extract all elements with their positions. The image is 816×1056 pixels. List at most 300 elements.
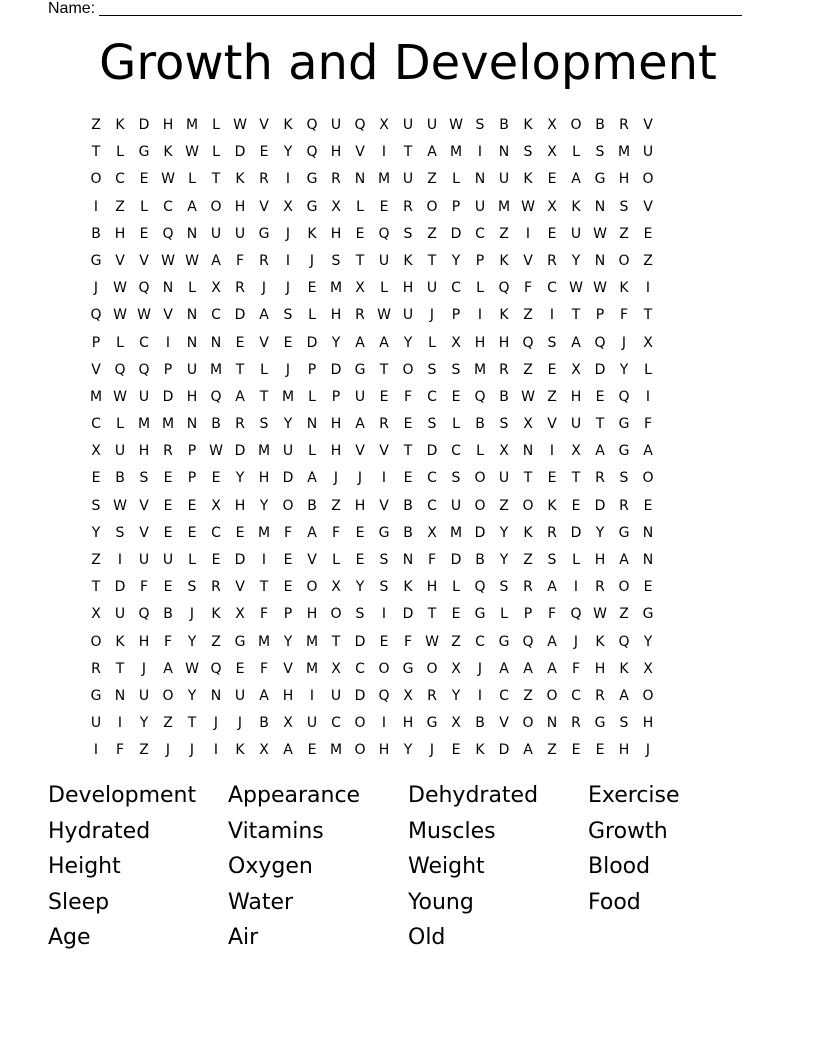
grid-letter: O	[474, 497, 486, 514]
grid-letter: T	[571, 470, 581, 487]
grid-letter: Y	[595, 524, 605, 541]
grid-letter: R	[619, 117, 629, 133]
grid-letter: Y	[139, 715, 149, 732]
grid-letter: Q	[474, 388, 486, 405]
grid-letter: L	[116, 334, 124, 351]
grid-letter: M	[257, 524, 271, 541]
grid-letter: E	[211, 552, 221, 568]
grid-row	[84, 357, 732, 384]
grid-letter: Q	[522, 633, 534, 650]
grid-letter: C	[427, 497, 437, 514]
grid-letter: O	[354, 742, 366, 759]
grid-letter: H	[234, 497, 246, 514]
grid-letter: W	[185, 144, 199, 161]
grid-letter: I	[645, 388, 651, 405]
grid-letter: G	[594, 171, 606, 188]
grid-letter: Z	[523, 361, 533, 378]
grid-letter: O	[642, 171, 654, 188]
grid-letter: S	[355, 606, 365, 623]
grid-letter: H	[330, 443, 342, 460]
grid-letter: E	[307, 280, 317, 297]
grid-letter: Q	[138, 280, 150, 297]
grid-letter: D	[306, 334, 318, 351]
grid-letter: U	[474, 198, 486, 215]
grid-letter: E	[451, 388, 461, 405]
grid-letter: O	[90, 633, 102, 650]
grid-letter: L	[308, 307, 316, 324]
word-list-item: Hydrated	[48, 818, 151, 844]
grid-letter: P	[91, 334, 101, 351]
grid-letter: T	[379, 361, 389, 378]
grid-letter: D	[474, 524, 486, 541]
grid-letter: K	[283, 117, 293, 133]
grid-letter: G	[258, 225, 270, 242]
grid-letter: J	[429, 742, 435, 759]
grid-letter: R	[595, 579, 605, 596]
grid-letter: E	[163, 497, 173, 514]
grid-letter: B	[307, 497, 317, 514]
grid-letter: Z	[499, 225, 509, 242]
grid-letter: P	[451, 198, 461, 215]
grid-letter: M	[305, 633, 319, 650]
grid-letter: F	[283, 524, 293, 541]
grid-row	[84, 737, 732, 764]
grid-letter: O	[642, 470, 654, 487]
grid-letter: J	[285, 361, 291, 378]
grid-letter: E	[187, 497, 197, 514]
grid-letter: U	[330, 117, 342, 133]
grid-letter: S	[619, 470, 629, 487]
grid-letter: O	[378, 660, 390, 677]
grid-letter: Z	[451, 633, 461, 650]
grid-letter: Q	[474, 579, 486, 596]
grid-letter: I	[525, 225, 531, 242]
grid-letter: M	[161, 416, 175, 433]
grid-letter: A	[235, 388, 245, 405]
grid-letter: D	[354, 687, 366, 704]
grid-letter: B	[211, 416, 221, 433]
grid-letter: L	[380, 280, 388, 297]
word-list-item: Growth	[588, 818, 668, 844]
grid-letter: X	[283, 198, 293, 215]
grid-letter: C	[139, 334, 149, 351]
grid-letter: A	[571, 334, 581, 351]
grid-letter: E	[571, 742, 581, 759]
grid-letter: N	[210, 334, 222, 351]
grid-letter: N	[642, 552, 654, 568]
grid-letter: D	[450, 552, 462, 568]
grid-letter: A	[307, 470, 317, 487]
grid-letter: J	[237, 715, 243, 732]
grid-letter: M	[497, 198, 511, 215]
grid-letter: H	[594, 660, 606, 677]
grid-letter: C	[211, 307, 221, 324]
grid-letter: T	[571, 307, 581, 324]
grid-letter: J	[333, 470, 339, 487]
grid-letter: A	[547, 660, 557, 677]
grid-letter: G	[474, 606, 486, 623]
grid-letter: J	[621, 334, 627, 351]
grid-letter: M	[449, 144, 463, 161]
grid-letter: O	[618, 252, 630, 269]
grid-letter: Z	[139, 742, 149, 759]
grid-letter: A	[355, 416, 365, 433]
grid-letter: Y	[619, 361, 629, 378]
grid-letter: L	[428, 334, 436, 351]
grid-letter: I	[285, 252, 291, 269]
grid-row	[84, 112, 732, 139]
grid-letter: I	[549, 443, 555, 460]
grid-letter: P	[475, 252, 485, 269]
grid-letter: V	[283, 660, 293, 677]
grid-letter: J	[189, 606, 195, 623]
grid-letter: H	[138, 443, 150, 460]
grid-letter: I	[93, 198, 99, 215]
grid-letter: Q	[618, 388, 630, 405]
grid-letter: F	[259, 606, 269, 623]
grid-letter: N	[522, 443, 534, 460]
grid-letter: U	[450, 497, 462, 514]
grid-letter: V	[379, 497, 389, 514]
grid-letter: C	[475, 225, 485, 242]
grid-letter: U	[114, 606, 126, 623]
grid-letter: S	[139, 470, 149, 487]
grid-letter: Y	[283, 144, 293, 161]
grid-letter: I	[261, 552, 267, 568]
grid-letter: Z	[619, 606, 629, 623]
grid-letter: T	[595, 416, 605, 433]
word-list-item: Age	[48, 925, 91, 951]
grid-row	[84, 194, 732, 221]
grid-letter: J	[189, 742, 195, 759]
grid-letter: B	[403, 524, 413, 541]
grid-letter: C	[571, 687, 581, 704]
grid-letter: O	[618, 579, 630, 596]
grid-letter: P	[187, 443, 197, 460]
grid-letter: U	[642, 144, 654, 161]
grid-letter: B	[475, 715, 485, 732]
grid-letter: B	[499, 117, 509, 133]
grid-letter: R	[547, 524, 557, 541]
grid-letter: Q	[114, 361, 126, 378]
grid-letter: M	[329, 280, 343, 297]
grid-letter: N	[642, 524, 654, 541]
grid-letter: E	[379, 633, 389, 650]
grid-letter: H	[618, 171, 630, 188]
grid-letter: U	[570, 225, 582, 242]
grid-letter: E	[91, 470, 101, 487]
grid-letter: F	[163, 633, 173, 650]
grid-letter: L	[476, 443, 484, 460]
grid-letter: Y	[403, 742, 413, 759]
grid-letter: N	[186, 225, 198, 242]
grid-letter: K	[307, 225, 317, 242]
grid-letter: C	[331, 715, 341, 732]
grid-letter: C	[91, 416, 101, 433]
grid-letter: G	[378, 524, 390, 541]
grid-letter: V	[355, 443, 365, 460]
grid-letter: M	[257, 443, 271, 460]
word-list-item: Blood	[588, 854, 651, 880]
grid-letter: Z	[427, 225, 437, 242]
grid-letter: I	[381, 715, 387, 732]
grid-letter: N	[114, 687, 126, 704]
grid-letter: Q	[618, 633, 630, 650]
grid-letter: H	[618, 742, 630, 759]
grid-letter: H	[234, 198, 246, 215]
grid-letter: W	[569, 280, 583, 297]
grid-letter: K	[235, 742, 245, 759]
grid-letter: E	[211, 470, 221, 487]
grid-letter: K	[619, 280, 629, 297]
grid-letter: X	[379, 117, 389, 133]
grid-letter: F	[523, 280, 533, 297]
grid-letter: G	[498, 633, 510, 650]
grid-letter: S	[451, 361, 461, 378]
grid-row	[84, 547, 732, 574]
grid-letter: R	[427, 687, 437, 704]
grid-letter: S	[499, 416, 509, 433]
grid-row	[84, 493, 732, 520]
grid-letter: A	[571, 171, 581, 188]
grid-letter: A	[283, 742, 293, 759]
grid-letter: Y	[403, 334, 413, 351]
grid-letter: Y	[331, 334, 341, 351]
grid-letter: E	[139, 225, 149, 242]
grid-letter: R	[235, 416, 245, 433]
grid-letter: S	[475, 117, 485, 133]
grid-letter: K	[235, 171, 245, 188]
grid-letter: F	[643, 416, 653, 433]
grid-letter: Y	[283, 416, 293, 433]
grid-letter: N	[402, 552, 414, 568]
grid-letter: V	[163, 307, 173, 324]
grid-letter: I	[213, 742, 219, 759]
grid-letter: K	[499, 252, 509, 269]
grid-letter: D	[114, 579, 126, 596]
grid-letter: Y	[283, 633, 293, 650]
word-list-row	[48, 920, 768, 956]
grid-letter: E	[259, 144, 269, 161]
grid-letter: D	[282, 470, 294, 487]
grid-letter: X	[331, 579, 341, 596]
grid-letter: S	[379, 552, 389, 568]
grid-letter: H	[402, 280, 414, 297]
grid-letter: B	[595, 117, 605, 133]
grid-letter: W	[113, 307, 127, 324]
grid-letter: Y	[187, 687, 197, 704]
grid-letter: K	[523, 171, 533, 188]
grid-letter: L	[500, 606, 508, 623]
grid-row	[84, 166, 732, 193]
grid-letter: Q	[306, 117, 318, 133]
grid-letter: W	[521, 388, 535, 405]
grid-letter: C	[163, 198, 173, 215]
grid-row	[84, 330, 732, 357]
word-list-row	[48, 885, 768, 921]
grid-letter: E	[235, 660, 245, 677]
grid-letter: W	[185, 252, 199, 269]
grid-letter: R	[523, 579, 533, 596]
grid-letter: F	[115, 742, 125, 759]
grid-letter: J	[285, 280, 291, 297]
grid-letter: T	[643, 307, 653, 324]
grid-letter: L	[572, 144, 580, 161]
grid-letter: E	[307, 742, 317, 759]
word-list-item: Appearance	[228, 783, 361, 808]
grid-letter: U	[282, 443, 294, 460]
grid-letter: S	[547, 334, 557, 351]
grid-letter: G	[90, 252, 102, 269]
grid-letter: K	[115, 633, 125, 650]
grid-letter: V	[643, 117, 653, 133]
grid-letter: E	[643, 225, 653, 242]
grid-letter: E	[379, 388, 389, 405]
grid-letter: V	[307, 552, 317, 568]
grid-letter: M	[185, 117, 199, 133]
grid-letter: V	[379, 443, 389, 460]
grid-letter: N	[498, 144, 510, 161]
grid-letter: O	[426, 198, 438, 215]
grid-letter: K	[499, 307, 509, 324]
grid-letter: I	[573, 579, 579, 596]
grid-letter: W	[593, 225, 607, 242]
grid-letter: E	[163, 470, 173, 487]
grid-letter: N	[186, 334, 198, 351]
grid-letter: B	[259, 715, 269, 732]
page-title: Growth and Development	[99, 35, 717, 91]
grid-letter: Z	[163, 715, 173, 732]
grid-letter: E	[547, 225, 557, 242]
grid-letter: R	[595, 687, 605, 704]
grid-letter: D	[594, 497, 606, 514]
grid-letter: U	[234, 687, 246, 704]
grid-letter: T	[187, 715, 197, 732]
grid-letter: T	[91, 144, 101, 161]
grid-letter: S	[427, 361, 437, 378]
grid-letter: I	[117, 552, 123, 568]
grid-letter: V	[355, 144, 365, 161]
grid-letter: E	[283, 334, 293, 351]
grid-letter: X	[499, 443, 509, 460]
grid-letter: F	[571, 660, 581, 677]
grid-letter: R	[571, 715, 581, 732]
grid-letter: B	[115, 470, 125, 487]
grid-letter: X	[331, 198, 341, 215]
grid-letter: A	[523, 660, 533, 677]
grid-letter: Z	[523, 552, 533, 568]
grid-letter: E	[163, 579, 173, 596]
grid-letter: Z	[643, 252, 653, 269]
grid-letter: P	[283, 606, 293, 623]
grid-letter: M	[449, 524, 463, 541]
grid-letter: E	[283, 552, 293, 568]
grid-letter: R	[499, 361, 509, 378]
grid-letter: A	[619, 552, 629, 568]
grid-letter: R	[211, 579, 221, 596]
grid-letter: Q	[138, 361, 150, 378]
grid-letter: G	[594, 715, 606, 732]
grid-letter: D	[498, 742, 510, 759]
grid-letter: W	[449, 117, 463, 133]
grid-row	[84, 302, 732, 329]
grid-letter: G	[618, 416, 630, 433]
grid-letter: G	[90, 687, 102, 704]
grid-letter: E	[235, 334, 245, 351]
grid-letter: L	[260, 361, 268, 378]
grid-letter: G	[234, 633, 246, 650]
grid-letter: K	[523, 117, 533, 133]
grid-letter: E	[595, 742, 605, 759]
grid-letter: G	[642, 606, 654, 623]
grid-letter: Y	[499, 552, 509, 568]
grid-letter: D	[234, 144, 246, 161]
grid-letter: O	[402, 361, 414, 378]
grid-letter: L	[476, 280, 484, 297]
grid-letter: X	[451, 334, 461, 351]
grid-letter: V	[259, 334, 269, 351]
grid-letter: I	[477, 144, 483, 161]
grid-letter: J	[213, 715, 219, 732]
grid-letter: U	[114, 443, 126, 460]
grid-letter: J	[429, 307, 435, 324]
grid-letter: G	[426, 715, 438, 732]
grid-letter: U	[186, 361, 198, 378]
grid-letter: E	[451, 742, 461, 759]
grid-letter: I	[285, 171, 291, 188]
grid-letter: W	[161, 252, 175, 269]
grid-letter: K	[403, 252, 413, 269]
grid-letter: M	[209, 361, 223, 378]
grid-letter: C	[499, 687, 509, 704]
grid-letter: E	[595, 388, 605, 405]
grid-letter: A	[427, 144, 437, 161]
grid-letter: N	[162, 280, 174, 297]
grid-letter: Z	[547, 742, 557, 759]
grid-letter: G	[306, 171, 318, 188]
grid-row	[84, 710, 732, 737]
grid-letter: F	[331, 524, 341, 541]
grid-letter: V	[547, 416, 557, 433]
grid-letter: D	[234, 307, 246, 324]
grid-letter: W	[161, 171, 175, 188]
grid-letter: M	[305, 660, 319, 677]
grid-letter: L	[452, 416, 460, 433]
grid-letter: I	[477, 687, 483, 704]
grid-letter: W	[137, 307, 151, 324]
grid-letter: P	[307, 361, 317, 378]
grid-letter: A	[619, 687, 629, 704]
word-list-item: Exercise	[588, 783, 680, 808]
grid-letter: R	[595, 470, 605, 487]
grid-letter: J	[573, 633, 579, 650]
grid-letter: H	[426, 579, 438, 596]
grid-row	[84, 275, 732, 302]
word-list-item: Muscles	[408, 818, 496, 844]
grid-letter: W	[185, 660, 199, 677]
grid-letter: L	[188, 280, 196, 297]
grid-letter: U	[330, 687, 342, 704]
grid-letter: N	[594, 252, 606, 269]
grid-letter: O	[354, 715, 366, 732]
grid-letter: C	[427, 388, 437, 405]
grid-row	[84, 520, 732, 547]
grid-letter: I	[477, 307, 483, 324]
grid-letter: X	[547, 198, 557, 215]
grid-letter: E	[235, 524, 245, 541]
grid-letter: K	[403, 579, 413, 596]
grid-letter: H	[306, 606, 318, 623]
